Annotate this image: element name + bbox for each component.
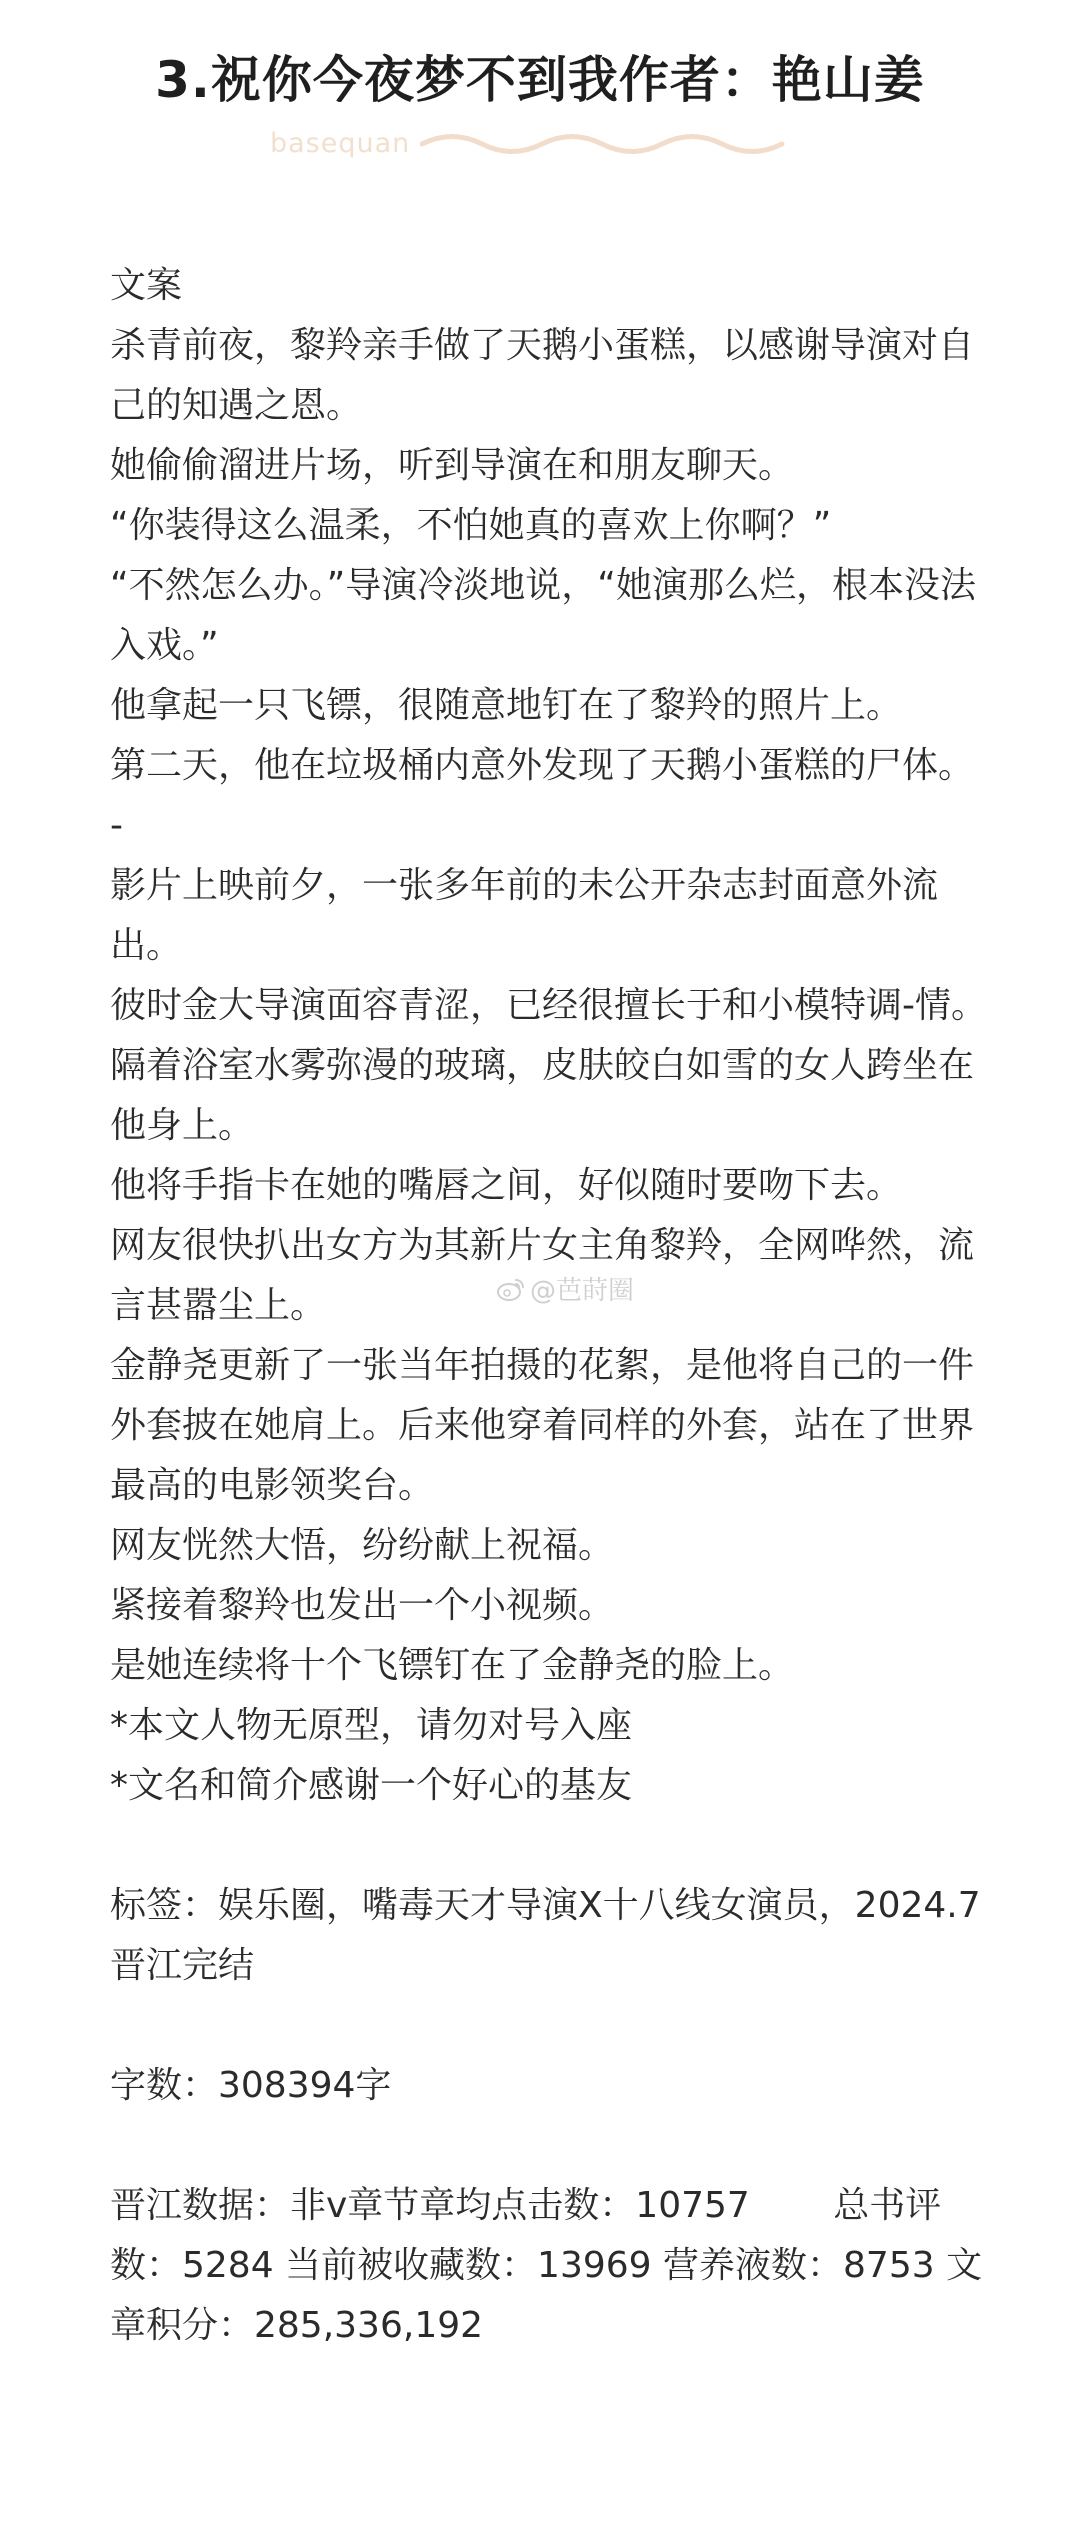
paragraph: 她偷偷溜进片场，听到导演在和朋友聊天。	[110, 445, 795, 486]
paragraph: 网友很快扒出女方为其新片女主角黎羚，全网哗然，流言甚嚣尘上。	[110, 1225, 975, 1326]
paragraph: 是她连续将十个飞镖钉在了金静尧的脸上。	[110, 1645, 795, 1686]
spacer	[110, 1996, 990, 2056]
stats-line: 晋江数据：非v章节章均点击数：10757 总书评数：5284 当前被收藏数：13969 营养液数：8753 文章积分：285,336,192	[110, 2185, 983, 2346]
paragraph: 第二天，他在垃圾桶内意外发现了天鹅小蛋糕的尸体。	[110, 745, 975, 786]
paragraph: 隔着浴室水雾弥漫的玻璃，皮肤皎白如雪的女人跨坐在他身上。	[110, 1045, 975, 1146]
section-heading: 文案	[110, 265, 183, 306]
tags-line: 标签：娱乐圈，嘴毒天才导演X十八线女演员，2024.7晋江完结	[110, 1885, 981, 1986]
brand-banner	[270, 128, 830, 178]
paragraph: 杀青前夜，黎羚亲手做了天鹅小蛋糕，以感谢导演对自己的知遇之恩。	[110, 325, 975, 426]
wave-decoration-icon	[420, 132, 800, 162]
watermark	[496, 1270, 634, 1307]
spacer	[110, 2116, 990, 2176]
paragraph: “你装得这么温柔，不怕她真的喜欢上你啊？”	[110, 505, 832, 546]
paragraph: 紧接着黎羚也发出一个小视频。	[110, 1585, 615, 1626]
spacer	[110, 1816, 990, 1876]
watermark-text: @芭莳圈	[530, 1276, 635, 1306]
page-title: 3.祝你今夜梦不到我作者：艳山姜	[155, 51, 925, 109]
paragraph: 他拿起一只飞镖，很随意地钉在了黎羚的照片上。	[110, 685, 903, 726]
paragraph: 他将手指卡在她的嘴唇之间，好似随时要吻下去。	[110, 1165, 903, 1206]
note: *文名和简介感谢一个好心的基友	[110, 1765, 633, 1806]
paragraph: 影片上映前夕，一张多年前的未公开杂志封面意外流出。	[110, 865, 939, 966]
paragraph: “不然怎么办。”导演冷淡地说，“她演那么烂，根本没法入戏。”	[110, 565, 976, 666]
separator: -	[110, 805, 123, 846]
note: *本文人物无原型，请勿对号入座	[110, 1705, 633, 1746]
brand-text: basequan	[270, 128, 411, 159]
paragraph: 金静尧更新了一张当年拍摄的花絮，是他将自己的一件外套披在她肩上。后来他穿着同样的外套，站在了世界最高的电影领奖台。	[110, 1345, 975, 1506]
paragraph: 网友恍然大悟，纷纷献上祝福。	[110, 1525, 615, 1566]
word-count: 字数：308394字	[110, 2065, 392, 2106]
weibo-icon	[496, 1276, 526, 1302]
paragraph: 彼时金大导演面容青涩，已经很擅长于和小模特调-情。	[110, 985, 987, 1026]
